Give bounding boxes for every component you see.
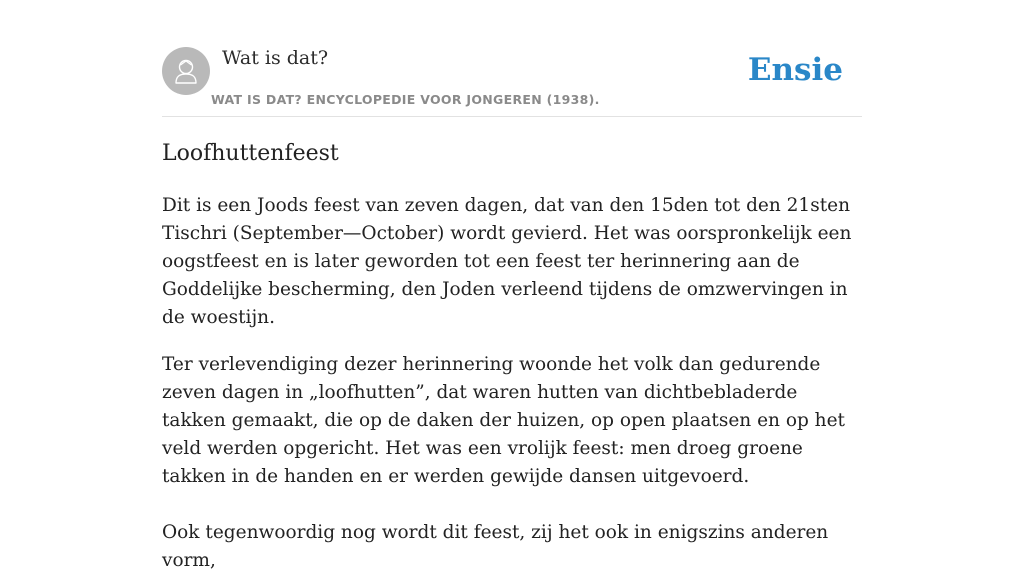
article-paragraph: Ter verlevendiging dezer herinnering woonde het volk dan gedurende zeven dagen in „loofhutten”, dat waren hutten van dichtbebladerde takken gemaakt, die op de daken der huizen, op open plaatsen en op het veld werden opgericht. Het was een vrolijk feest: men droeg groene takken in de handen en er werden gewijde dansen uitgevoerd.: [162, 354, 845, 487]
source-header: [162, 46, 862, 117]
article-paragraph: Dit is een Joods feest van zeven dagen, dat van den 15den tot den 21sten Tischri (September—October) wordt gevierd. Het was oorspronkelijk een oogstfeest en is later geworden tot een feest ter herinnering aan de Goddelijke bescherming, den Joden verleend tijdens de omzwervingen in de woestijn.: [162, 195, 852, 328]
article-title: Loofhuttenfeest: [162, 141, 339, 166]
source-subtitle: WAT IS DAT? ENCYCLOPEDIE VOOR JONGEREN (1938).: [211, 92, 600, 107]
avatar[interactable]: [162, 47, 210, 95]
user-icon: [162, 47, 210, 95]
brand-logo-link[interactable]: Ensie: [747, 52, 843, 88]
article-paragraph: Ook tegenwoordig nog wordt dit feest, zij het ook in enigszins anderen vorm,: [162, 522, 829, 571]
source-title[interactable]: Wat is dat?: [222, 47, 329, 69]
article: [162, 138, 862, 575]
